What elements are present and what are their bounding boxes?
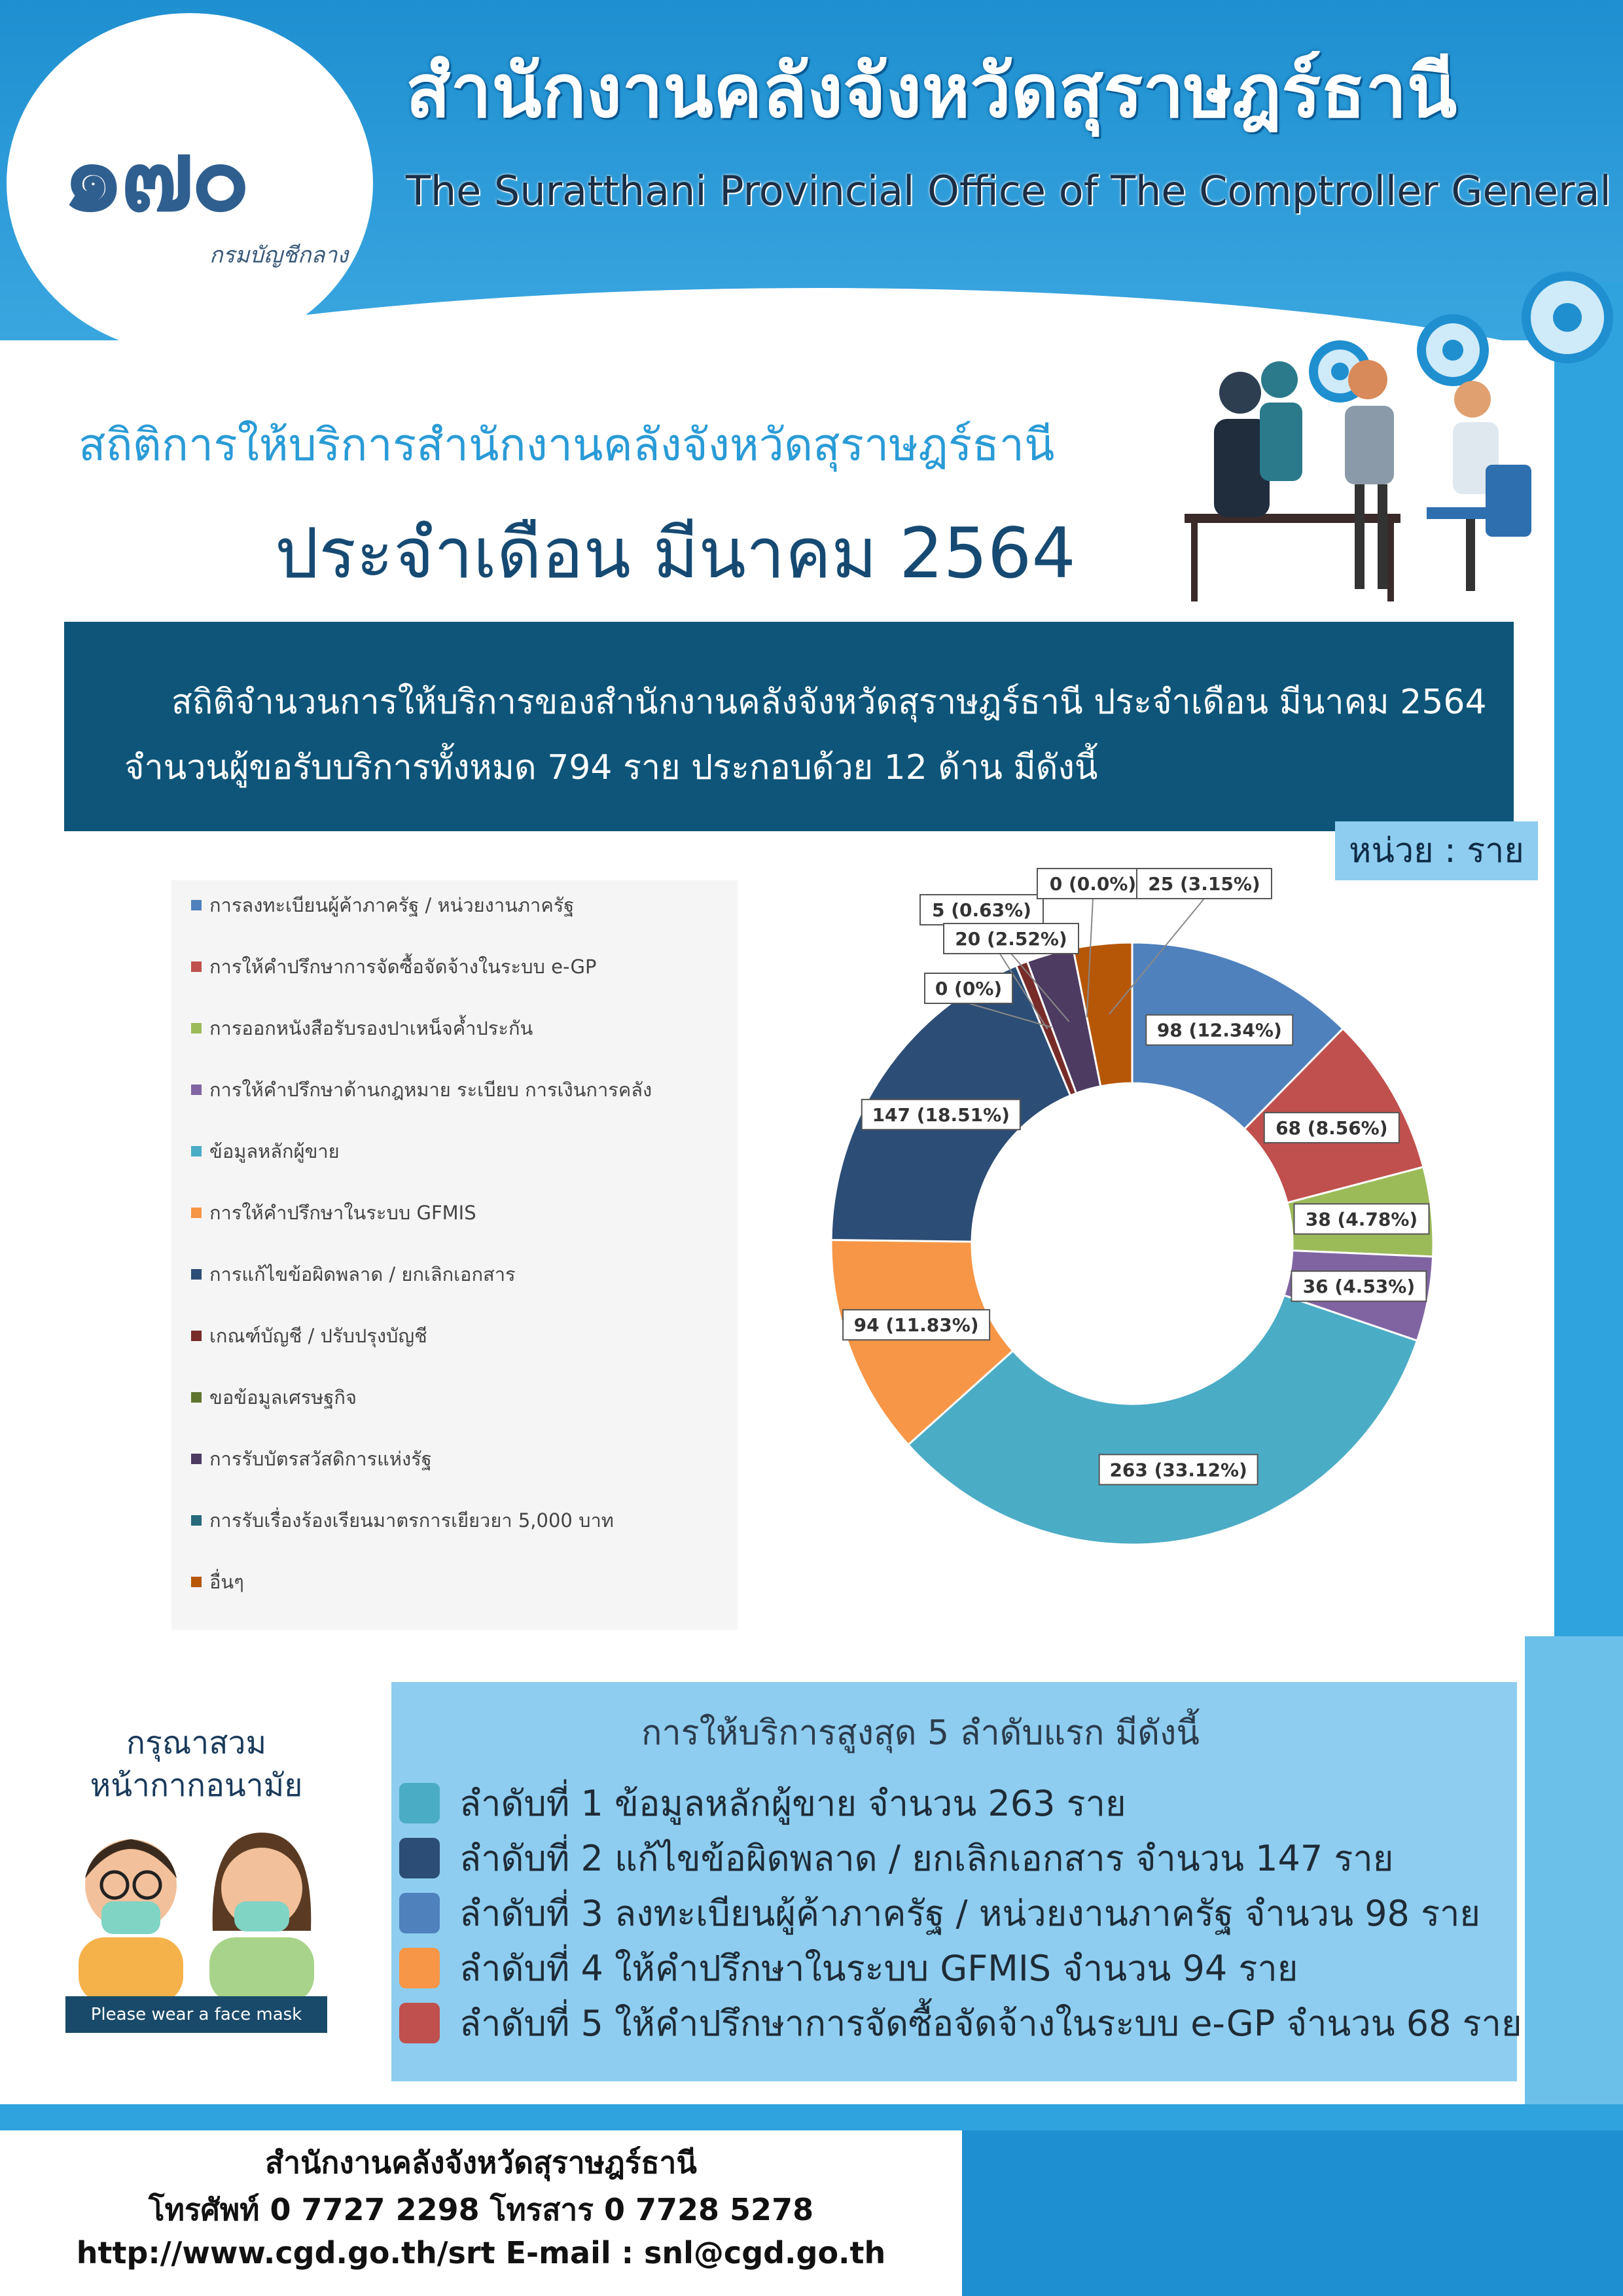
legend-label: การให้คำปรึกษาด้านกฎหมาย ระเบียบ การเงินการคลัง bbox=[209, 1079, 652, 1101]
legend-swatch bbox=[191, 1269, 202, 1280]
legend-swatch bbox=[191, 1577, 202, 1587]
chart-legend bbox=[171, 880, 738, 1630]
ring-icon bbox=[1522, 272, 1613, 363]
legend-swatch bbox=[191, 1515, 202, 1526]
logo-text: กรมบัญชีกลาง bbox=[209, 242, 349, 268]
svg-text:36 (4.53%): 36 (4.53%) bbox=[1302, 1276, 1416, 1298]
mask-caption: Please wear a face mask bbox=[65, 1996, 327, 2033]
summary-line2: จำนวนผู้ขอรับบริการทั้งหมด 794 ราย ประกอบด้วย 12 ด้าน มีดังนี้ bbox=[124, 748, 1098, 787]
legend-swatch bbox=[191, 1208, 202, 1218]
top5-title: การให้บริการสูงสุด 5 ลำดับแรก มีดังนี้ bbox=[641, 1713, 1200, 1753]
top5-item bbox=[399, 1945, 1298, 1991]
title-thai: สำนักงานคลังจังหวัดสุราษฎร์ธานี bbox=[406, 49, 1457, 134]
mask-title-line1: กรุณาสวม bbox=[126, 1725, 267, 1761]
data-label bbox=[862, 1100, 1020, 1130]
top5-swatch bbox=[399, 2003, 440, 2043]
legend-label: การออกหนังสือรับรองปาเหน็จค้ำประกัน bbox=[209, 1017, 533, 1039]
legend-label: ข้อมูลหลักผู้ขาย bbox=[209, 1140, 340, 1162]
logo-number: ๑๗๐ bbox=[62, 118, 247, 234]
legend-item bbox=[191, 1077, 652, 1103]
svg-text:0 (0.0%): 0 (0.0%) bbox=[1049, 873, 1137, 895]
legend-label: การรับเรื่องร้องเรียนมาตรการเยียวยา 5,000 บาท bbox=[209, 1509, 614, 1532]
top5-item bbox=[399, 1780, 1126, 1826]
data-label bbox=[1264, 1113, 1399, 1143]
svg-text:68 (8.56%): 68 (8.56%) bbox=[1275, 1117, 1388, 1139]
title-english: The Suratthani Provincial Office of The Comptroller General bbox=[406, 167, 1611, 215]
legend-swatch bbox=[191, 1454, 202, 1464]
unit-label: หน่วย : ราย bbox=[1335, 821, 1538, 880]
top5-label: ลำดับที่ 4 ให้คำปรึกษาในระบบ GFMIS จำนวน 94 ราย bbox=[459, 1948, 1298, 1989]
footer-office-name: สำนักงานคลังจังหวัดสุราษฎร์ธานี bbox=[265, 2145, 697, 2180]
legend-label: การให้คำปรึกษาในระบบ GFMIS bbox=[209, 1202, 476, 1224]
svg-text:5 (0.63%): 5 (0.63%) bbox=[932, 899, 1031, 921]
legend-label: การรับบัตรสวัสดิการแห่งรัฐ bbox=[209, 1448, 432, 1470]
footer-band bbox=[0, 2104, 1623, 2130]
legend-swatch bbox=[191, 900, 202, 910]
top5-swatch bbox=[399, 1948, 440, 1988]
legend-label: การให้คำปรึกษาการจัดซื้อจัดจ้างในระบบ e-GP bbox=[209, 956, 597, 978]
legend-label: อื่นๆ bbox=[209, 1571, 244, 1593]
subtitle-line2: ประจำเดือน มีนาคม 2564 bbox=[275, 513, 1076, 594]
data-label bbox=[1137, 869, 1272, 899]
top5-item bbox=[399, 1835, 1393, 1881]
legend-swatch bbox=[191, 961, 202, 972]
svg-text:94 (11.83%): 94 (11.83%) bbox=[853, 1314, 979, 1336]
legend-swatch bbox=[191, 1085, 202, 1095]
top5-label: ลำดับที่ 1 ข้อมูลหลักผู้ขาย จำนวน 263 ราย bbox=[459, 1783, 1126, 1824]
svg-text:147 (18.51%): 147 (18.51%) bbox=[872, 1103, 1010, 1126]
legend-item bbox=[191, 1323, 427, 1349]
meeting-illustration bbox=[1178, 353, 1544, 615]
legend-label: การลงทะเบียนผู้ค้าภาครัฐ / หน่วยงานภาครัฐ bbox=[209, 894, 575, 916]
data-label bbox=[925, 973, 1012, 1003]
top5-swatch bbox=[399, 1838, 440, 1878]
svg-text:0 (0%): 0 (0%) bbox=[935, 978, 1003, 999]
legend-item bbox=[191, 1446, 432, 1472]
face-mask-illustration bbox=[65, 1806, 327, 2003]
right-rail-accent bbox=[1525, 1636, 1623, 2134]
data-label bbox=[843, 1310, 990, 1340]
data-label bbox=[1294, 1204, 1429, 1234]
top5-label: ลำดับที่ 2 แก้ไขข้อผิดพลาด / ยกเลิกเอกสาร จำนวน 147 ราย bbox=[459, 1838, 1394, 1879]
svg-text:20 (2.52%): 20 (2.52%) bbox=[955, 928, 1067, 950]
data-label bbox=[1291, 1271, 1426, 1301]
data-label bbox=[1146, 1015, 1293, 1045]
donut-chart bbox=[733, 864, 1518, 1584]
mask-title-line2: หน้ากากอนามัย bbox=[90, 1767, 303, 1804]
legend-swatch bbox=[191, 1331, 202, 1341]
footer-corner bbox=[962, 2130, 1623, 2296]
legend-item bbox=[191, 954, 596, 980]
data-label bbox=[920, 895, 1043, 925]
legend-item bbox=[191, 1015, 533, 1041]
legend-item bbox=[191, 1200, 476, 1226]
top5-label: ลำดับที่ 5 ให้คำปรึกษาการจัดซื้อจัดจ้างในระบบ e-GP จำนวน 68 ราย bbox=[459, 2003, 1522, 2044]
data-label bbox=[1099, 1454, 1258, 1484]
legend-item bbox=[191, 1138, 340, 1164]
top5-item bbox=[399, 1890, 1480, 1936]
legend-item bbox=[191, 1384, 357, 1410]
legend-item bbox=[191, 1261, 516, 1287]
legend-label: ขอข้อมูลเศรษฐกิจ bbox=[209, 1386, 357, 1408]
svg-text:98 (12.34%): 98 (12.34%) bbox=[1156, 1019, 1282, 1041]
legend-swatch bbox=[191, 1146, 202, 1157]
top5-swatch bbox=[399, 1783, 440, 1823]
footer-contact-link[interactable]: http://www.cgd.go.th/srt E-mail : snl@cgd.go.th bbox=[76, 2235, 886, 2270]
svg-text:263 (33.12%): 263 (33.12%) bbox=[1109, 1459, 1247, 1481]
legend-label: เกณฑ์บัญชี / ปรับปรุงบัญชี bbox=[209, 1325, 427, 1347]
legend-swatch bbox=[191, 1023, 202, 1033]
footer-phone: โทรศัพท์ 0 7727 2298 โทรสาร 0 7728 5278 bbox=[148, 2192, 814, 2227]
data-label bbox=[1037, 869, 1149, 899]
top5-item bbox=[399, 2000, 1522, 2046]
subtitle-line1: สถิติการให้บริการสำนักงานคลังจังหวัดสุราษฎร์ธานี bbox=[79, 420, 1055, 471]
summary-line1: สถิติจำนวนการให้บริการของสำนักงานคลังจังหวัดสุราษฎร์ธานี ประจำเดือน มีนาคม 2564 bbox=[171, 683, 1487, 722]
legend-item bbox=[191, 892, 574, 918]
data-label bbox=[944, 924, 1079, 954]
legend-item bbox=[191, 1569, 244, 1595]
svg-text:38 (4.78%): 38 (4.78%) bbox=[1305, 1208, 1418, 1230]
top5-label: ลำดับที่ 3 ลงทะเบียนผู้ค้าภาครัฐ / หน่วยงานภาครัฐ จำนวน 98 ราย bbox=[459, 1893, 1481, 1934]
top5-swatch bbox=[399, 1893, 440, 1933]
legend-label: การแก้ไขข้อผิดพลาด / ยกเลิกเอกสาร bbox=[209, 1263, 516, 1285]
legend-swatch bbox=[191, 1392, 202, 1403]
legend-item bbox=[191, 1507, 614, 1534]
svg-text:25 (3.15%): 25 (3.15%) bbox=[1148, 873, 1260, 895]
